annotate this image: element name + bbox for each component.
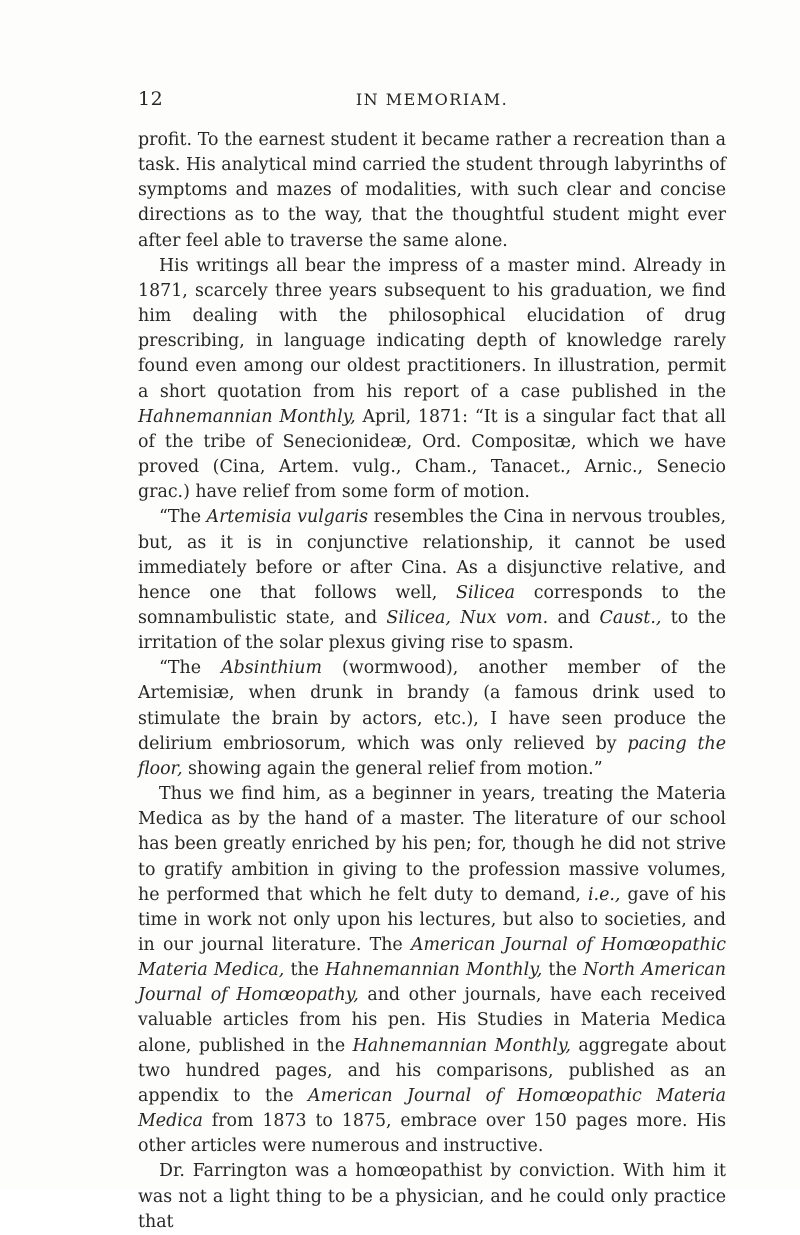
italic-text: Silicea	[455, 582, 515, 603]
text-run: the	[284, 960, 326, 981]
text-run: His writings all bear the impress of a master mind. Already in 1871, scarcely three years subsequent to his graduation, we find him dealing with the philosophical elucidation of drug prescribing, in language indicating depth of knowledge rarely found even among our oldest practitioners. In illustration, permit a short quotation from his report of a case published in the	[138, 255, 726, 402]
italic-text: Caust.,	[599, 607, 662, 628]
italic-text: Silicea, Nux vom.	[386, 607, 549, 628]
paragraph	[138, 782, 726, 1159]
text-run: and other journals, have each received valuable articles from his pen. His Studies in Materia Medica alone, published in the	[138, 985, 727, 1056]
text-run: to the irritation of the solar plexus giving rise to spasm.	[138, 607, 726, 654]
paragraph	[138, 505, 726, 656]
text-run: (wormwood), another member of the Artemisiæ, when drunk in brandy (a famous drink used to stimulate the brain by actors, etc.), I have seen produce the delirium embriosorum, which was only relieved by	[138, 658, 726, 754]
italic-text: Artemisia vulgaris	[206, 507, 369, 528]
page-header	[138, 88, 726, 110]
text-run: from 1873 to 1875, embrace over 150 pages more. His other articles were numerous and instructive.	[138, 1111, 726, 1157]
italic-text: North American Journal of Homœopathy,	[138, 960, 727, 1006]
italic-text: Hahnemannian Monthly,	[352, 1035, 571, 1056]
text-run: Thus we find him, as a beginner in years, treating the Materia Medica as by the hand of a master. The literature of our school has been greatly enriched by his pen; for, though he did not strive to gratify ambition in giving to the profession massive volumes, he performed that which he felt duty to demand,	[138, 784, 726, 905]
body-text	[138, 128, 726, 1235]
text-run: April, 1871: “It is a singular fact that all of the tribe of Senecionideæ, Ord. Compositæ, which we have proved (Cina, Artem. vulg., Cham., Tanacet., Arnic., Senecio grac.) have relief from some form of motion.	[138, 406, 726, 503]
text-run: resembles the Cina in nervous troubles, but, as it is in conjunctive relationship, it cannot be used immediately before or after Cina. As a disjunctive relative, and hence one that follows well,	[138, 507, 726, 603]
text-run: “The	[159, 507, 207, 528]
italic-text: Absinthium	[221, 658, 322, 679]
paragraph	[138, 656, 726, 782]
italic-text: American Journal of Homœopathic Materia Medica	[138, 1085, 726, 1132]
page-number: 12	[138, 88, 164, 110]
text-run: the	[542, 960, 584, 981]
text-run: gave of his time in work not only upon his lectures, but also to societies, and in our journal literature. The	[138, 884, 726, 955]
text-run: and	[548, 607, 600, 628]
text-run: “The	[159, 658, 222, 679]
text-run: Dr. Farrington was a homœopathist by conviction. With him it was not a light thing to be a physician, and he could only practice that	[138, 1161, 726, 1232]
italic-text: pacing the floor,	[138, 733, 726, 779]
paragraph	[138, 254, 726, 506]
paragraph	[138, 128, 726, 254]
italic-text: American Journal of Homœopathic Materia Medica,	[138, 935, 726, 981]
text-run: showing again the general relief from motion.”	[182, 758, 603, 779]
italic-text: Hahnemannian Monthly,	[138, 406, 356, 427]
text-run: corresponds to the somnambulistic state, and	[138, 582, 726, 628]
text-run: profit. To the earnest student it became rather a recreation than a task. His analytical mind carried the student through labyrinths of symptoms and mazes of modalities, with such clear and concise directions as to the way, that the thoughtful student might ever after feel able to traverse the same alone.	[138, 130, 726, 251]
italic-text: i.e.,	[588, 884, 621, 905]
paragraph	[138, 1159, 726, 1234]
italic-text: Hahnemannian Monthly,	[325, 960, 543, 981]
text-run: aggregate about two hundred pages, and his comparisons, published as an appendix to the	[138, 1035, 727, 1106]
running-head: IN MEMORIAM.	[355, 90, 509, 109]
